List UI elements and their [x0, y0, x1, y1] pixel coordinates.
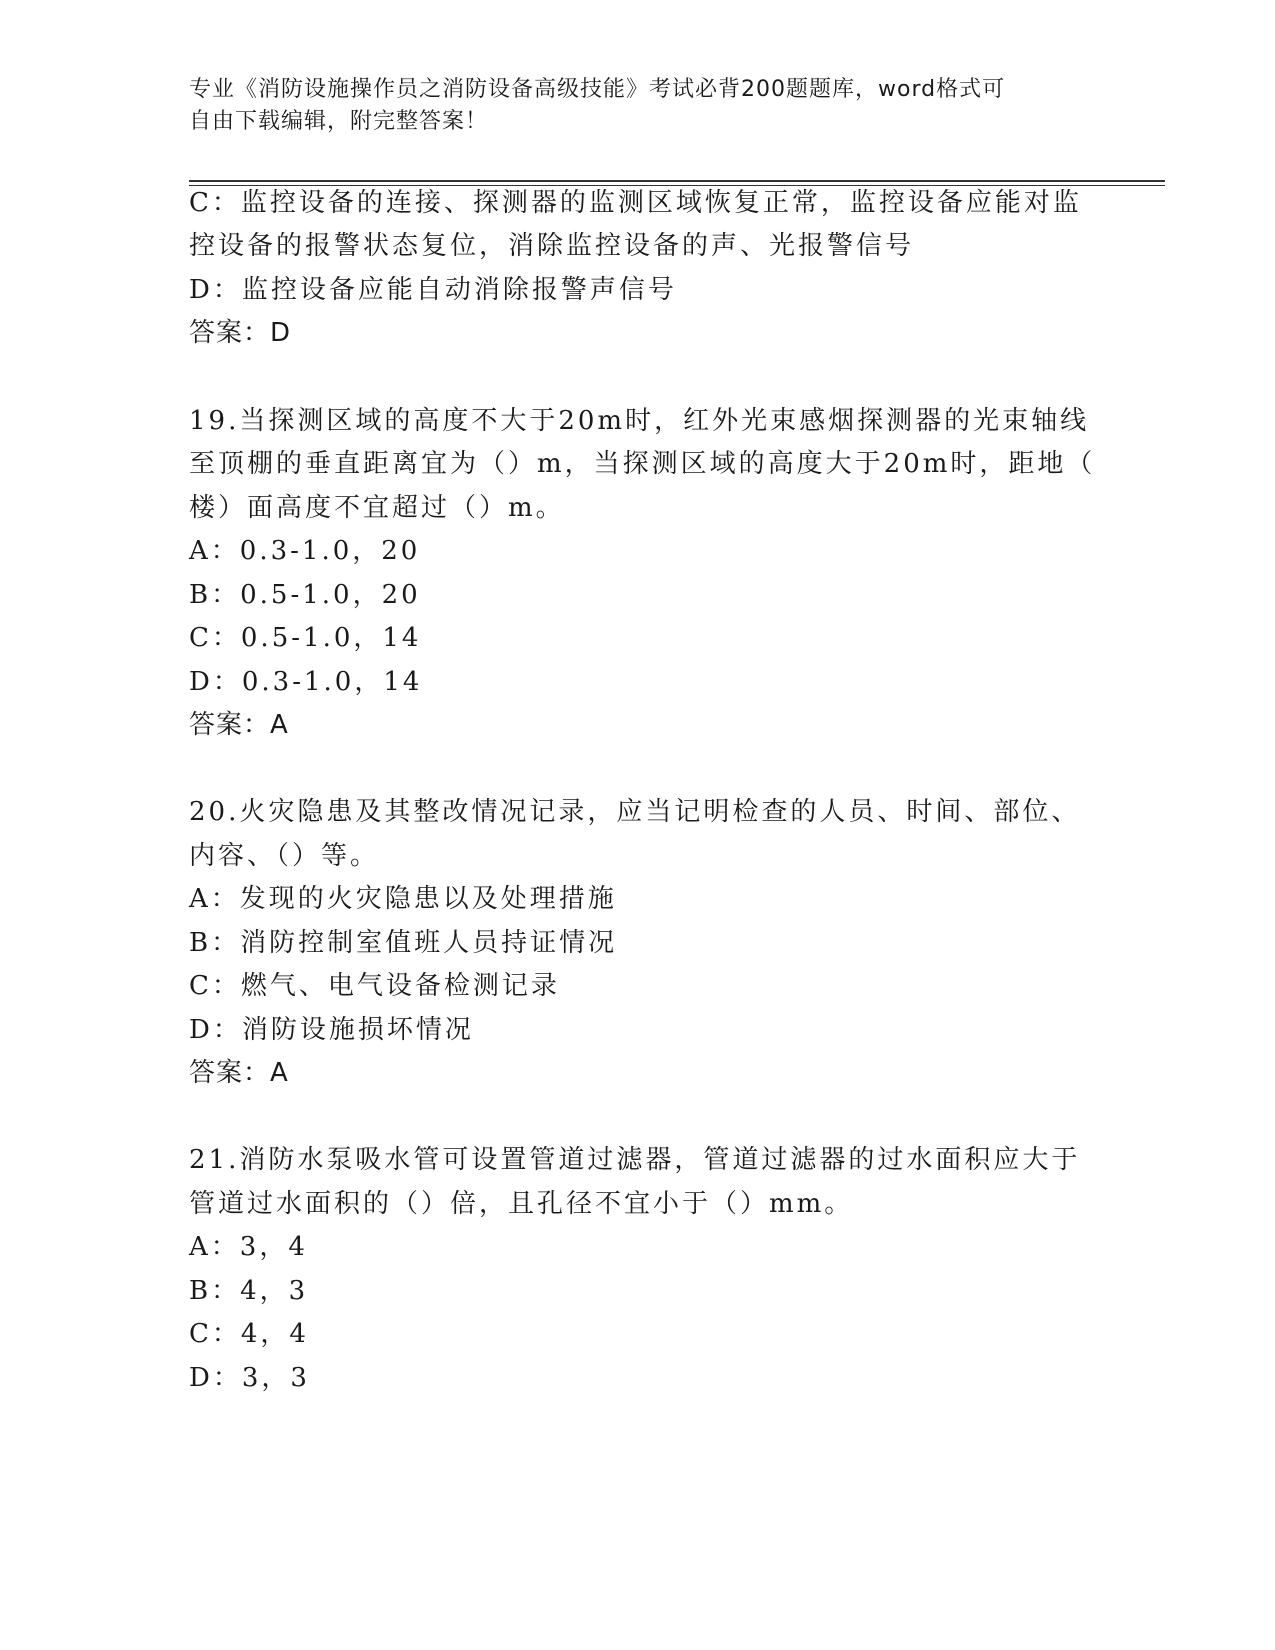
q18-answer: 答案：D	[189, 318, 292, 348]
q20-option-d: D：消防设施损坏情况	[189, 1015, 474, 1045]
q18-option-d: D：监控设备应能自动消除报警声信号	[189, 275, 677, 305]
q20-option-a: A：发现的火灾隐患以及处理措施	[189, 884, 617, 914]
q20-stem-line-2: 内容、（）等。	[189, 841, 380, 871]
header-line-2: 自由下载编辑，附完整答案！	[189, 109, 489, 134]
q21-option-b: B：4，3	[189, 1276, 309, 1306]
q20-option-b: B：消防控制室值班人员持证情况	[189, 928, 618, 958]
header-divider-thick	[189, 180, 1165, 182]
q20-option-c: C：燃气、电气设备检测记录	[189, 971, 560, 1001]
q18-option-c-line-1: C：监控设备的连接、探测器的监测区域恢复正常，监控设备应能对监	[189, 188, 1082, 218]
q21-option-a: A：3，4	[189, 1232, 308, 1262]
q20-answer: 答案：A	[189, 1058, 289, 1088]
q21-stem-line-1: 21.消防水泵吸水管可设置管道过滤器，管道过滤器的过水面积应大于	[189, 1145, 1081, 1175]
q21-option-d: D：3，3	[189, 1363, 310, 1393]
q18-option-c-line-2: 控设备的报警状态复位，消除监控设备的声、光报警信号	[189, 231, 915, 261]
q19-option-a: A：0.3-1.0，20	[189, 536, 421, 566]
q20-stem-line-1: 20.火灾隐患及其整改情况记录，应当记明检查的人员、时间、部位、	[189, 797, 1081, 827]
q21-option-c: C：4，4	[189, 1319, 309, 1349]
q19-stem-line-1: 19.当探测区域的高度不大于20m时，红外光束感烟探测器的光束轴线	[189, 406, 1090, 436]
q19-answer: 答案：A	[189, 710, 289, 740]
header-line-1: 专业《消防设施操作员之消防设备高级技能》考试必背200题题库，word格式可	[189, 77, 1006, 102]
q19-option-d: D：0.3-1.0，14	[189, 667, 423, 697]
q19-stem-line-2: 至顶棚的垂直距离宜为（）m，当探测区域的高度大于20m时，距地（	[189, 449, 1096, 479]
document-header	[189, 74, 1089, 138]
q19-option-b: B：0.5-1.0，20	[189, 580, 421, 610]
q19-stem-line-3: 楼）面高度不宜超过（）m。	[189, 493, 565, 523]
q21-stem-line-2: 管道过水面积的（）倍，且孔径不宜小于（）mm。	[189, 1189, 854, 1219]
q19-option-c: C：0.5-1.0，14	[189, 623, 422, 653]
